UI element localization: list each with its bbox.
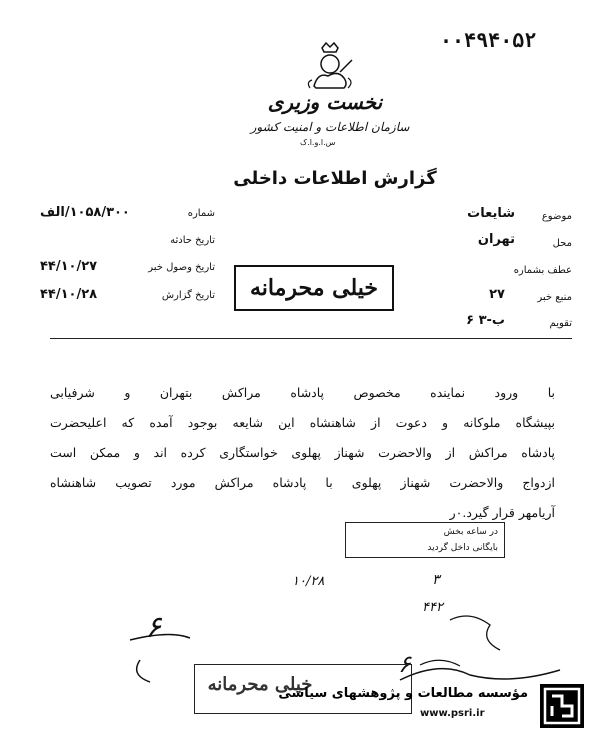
receipt-stamp-line: در ساعه بخش [443, 527, 498, 537]
handwritten-date: ۱۰/۲۸ [292, 574, 325, 589]
field-label-report-date: تاریخ گزارش [161, 290, 215, 301]
header-divider [50, 338, 572, 339]
report-title: گزارش اطلاعات داخلی [233, 168, 437, 189]
handwritten-note: ۴۴۲ [422, 600, 443, 615]
field-label-reference: عطف بشماره [513, 265, 572, 276]
field-label-location: محل [552, 238, 572, 249]
body-line: بپیشگاه ملوکانه و دعوت از شاهنشاه این شایعه بوجود آمده که اعلیحضرت [50, 415, 555, 430]
classification-stamp: خیلی محرمانه [234, 265, 394, 311]
body-line: آریامهر قرار گیرد.۰ر [449, 505, 555, 520]
field-label-calendar: تقویم [549, 318, 572, 329]
watermark-text: مؤسسه مطالعات و پژوهشهای سیاسی [278, 686, 528, 701]
handwritten-note: ۶ [145, 610, 162, 645]
field-value-receipt-date: ۴۴/۱۰/۲۷ [40, 259, 98, 274]
receipt-stamp-line: بایگانی داخل گردید [427, 543, 498, 553]
field-label-subject: موضوع [541, 211, 572, 222]
document-serial-number: ۰۰۴۹۴۰۵۲ [440, 28, 537, 52]
watermark-url: www.psri.ir [420, 708, 485, 719]
organization-code: س.ا.و.ا.ک [300, 138, 336, 147]
body-line: ازدواج والاحضرت شهناز پهلوی با پادشاه مراکش مورد تصویب شاهنشاه [50, 475, 555, 490]
handwritten-note: ۳ [432, 572, 440, 588]
field-value-calendar: ب-۳ ۶ [466, 313, 505, 328]
body-line: پادشاه مراکش از والاحضرت شهناز پهلوی خواستگاری کرده اند و ممکن است [50, 445, 555, 460]
field-value-source: ۲۷ [489, 287, 505, 302]
field-label-number: شماره [187, 208, 215, 219]
psri-logo-icon [540, 684, 584, 728]
field-value-subject: شایعات [467, 206, 515, 221]
field-label-incident-date: تاریخ حادثه [170, 235, 215, 246]
receipt-stamp [345, 522, 505, 558]
organization-heading: سازمان اطلاعات و امنیت کشور [250, 120, 410, 134]
report-body [50, 378, 555, 528]
handwritten-note: ۶ [398, 650, 411, 678]
body-line: با ورود نماینده مخصوص پادشاه مراکش بتهران و شرفیابی [50, 385, 555, 400]
field-label-source: منبع خبر [537, 292, 572, 303]
field-value-number: ۱۰۵۸/۳۰۰/الف [40, 205, 130, 220]
lion-and-sun-emblem-icon [300, 42, 360, 94]
field-value-location: تهران [477, 232, 515, 247]
field-label-receipt-date: تاریخ وصول خبر [148, 262, 215, 273]
office-heading: نخست وزیری [267, 90, 383, 114]
field-value-report-date: ۴۴/۱۰/۲۸ [40, 287, 98, 302]
bottom-classification-stamp: خیلی محرمانه [207, 674, 313, 695]
